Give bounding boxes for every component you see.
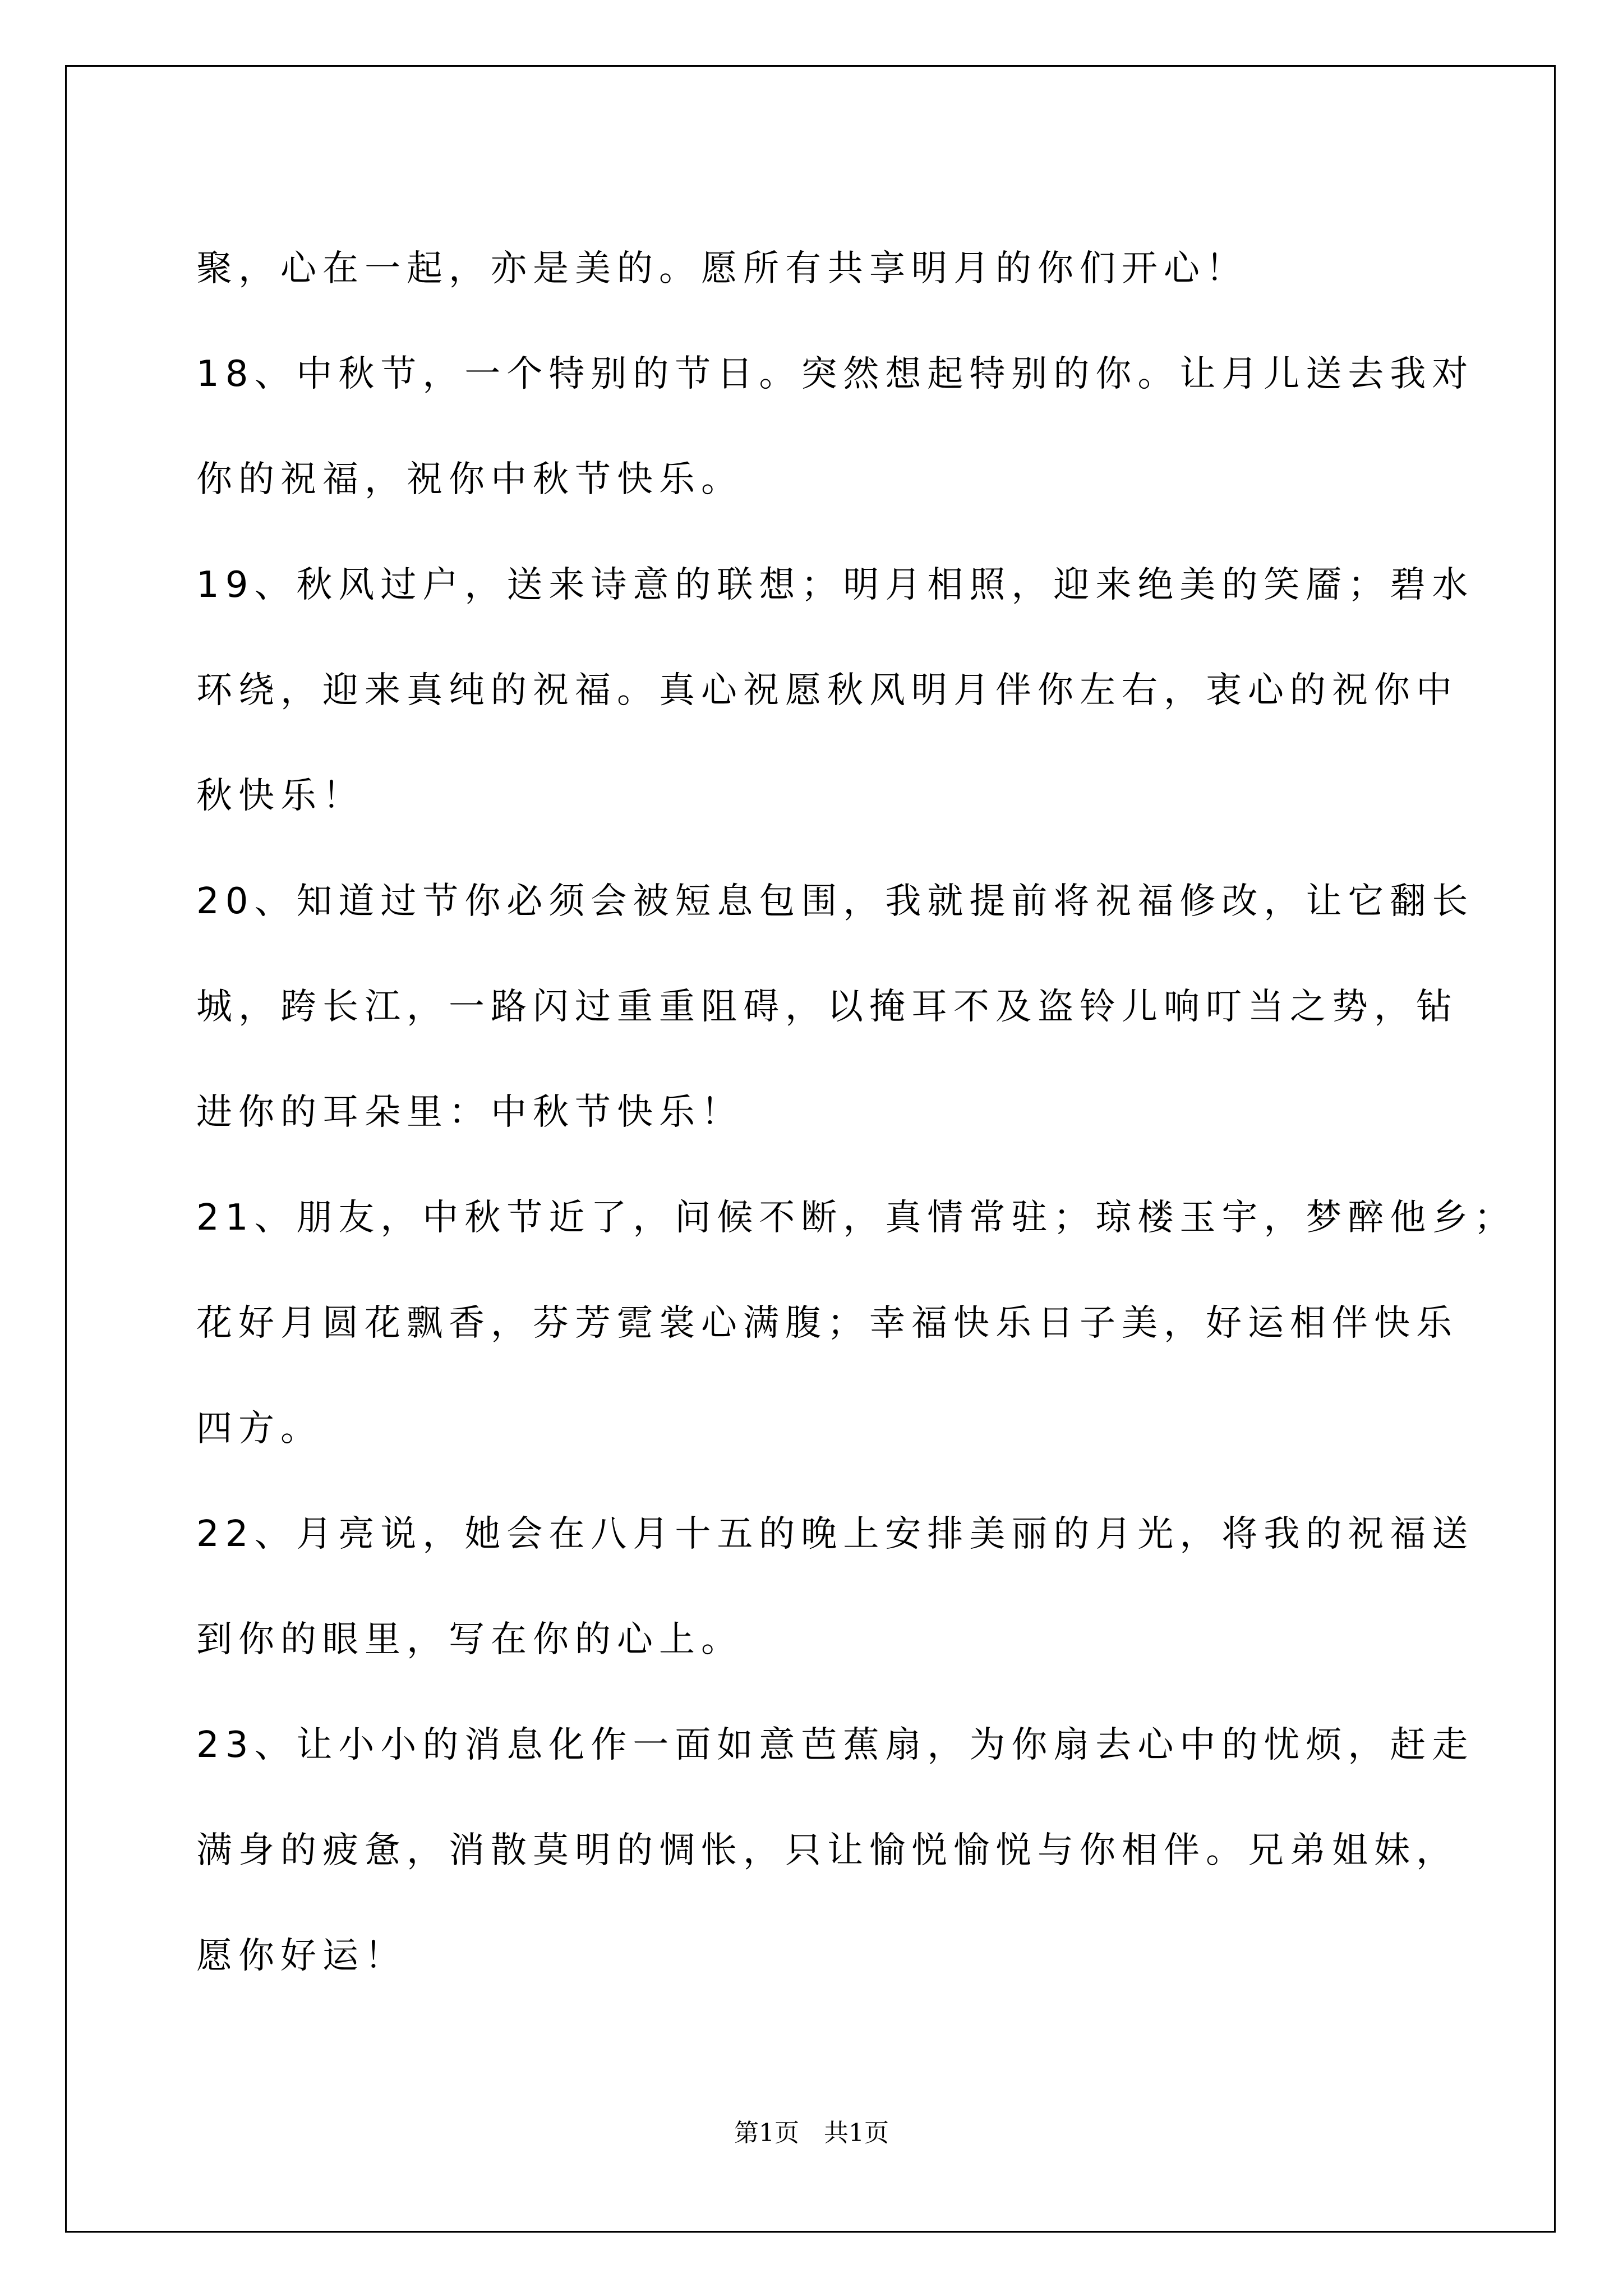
paragraph-21 [196, 1165, 1516, 1481]
text-line: 满身的疲惫，消散莫明的惆怅，只让愉悦愉悦与你相伴。兄弟姐妹， [196, 1830, 1458, 1871]
paragraph-20 [196, 849, 1474, 1165]
text-line: 聚，心在一起，亦是美的。愿所有共享明月的你们开心！ [196, 248, 1248, 289]
text-line: 21、朋友，中秋节近了，问候不断，真情常驻；琼楼玉宇，梦醉他乡； [196, 1197, 1516, 1239]
paragraph-22 [196, 1481, 1474, 1692]
page-number: 第1页 共1页 [734, 2119, 889, 2147]
text-line: 18、中秋节，一个特别的节日。突然想起特别的你。让月儿送去我对 [196, 353, 1474, 395]
document-body [196, 216, 1516, 2009]
text-line: 花好月圆花飘香，芬芳霓裳心满腹；幸福快乐日子美，好运相伴快乐 [196, 1303, 1458, 1344]
paragraph-23 [196, 1692, 1474, 2009]
text-line: 四方。 [196, 1408, 322, 1450]
text-line: 环绕，迎来真纯的祝福。真心祝愿秋风明月伴你左右，衷心的祝你中 [196, 670, 1458, 711]
text-line: 进你的耳朵里：中秋节快乐！ [196, 1092, 743, 1133]
text-line: 城，跨长江，一路闪过重重阻碍，以掩耳不及盗铃儿响叮当之势，钻 [196, 986, 1458, 1028]
text-line: 19、秋风过户，送来诗意的联想；明月相照，迎来绝美的笑靥；碧水 [196, 564, 1474, 606]
page-footer [0, 2113, 1623, 2148]
text-line: 你的祝福，祝你中秋节快乐。 [196, 459, 743, 500]
paragraph-continuation [196, 216, 1458, 321]
text-line: 23、让小小的消息化作一面如意芭蕉扇，为你扇去心中的忧烦，赶走 [196, 1724, 1474, 1766]
text-line: 愿你好运！ [196, 1935, 407, 1977]
text-line: 到你的眼里，写在你的心上。 [196, 1619, 743, 1660]
text-line: 22、月亮说，她会在八月十五的晚上安排美丽的月光，将我的祝福送 [196, 1513, 1474, 1555]
paragraph-19 [196, 532, 1474, 849]
paragraph-18 [196, 321, 1474, 532]
text-line: 20、知道过节你必须会被短息包围，我就提前将祝福修改，让它翻长 [196, 881, 1474, 922]
text-line: 秋快乐！ [196, 775, 365, 817]
